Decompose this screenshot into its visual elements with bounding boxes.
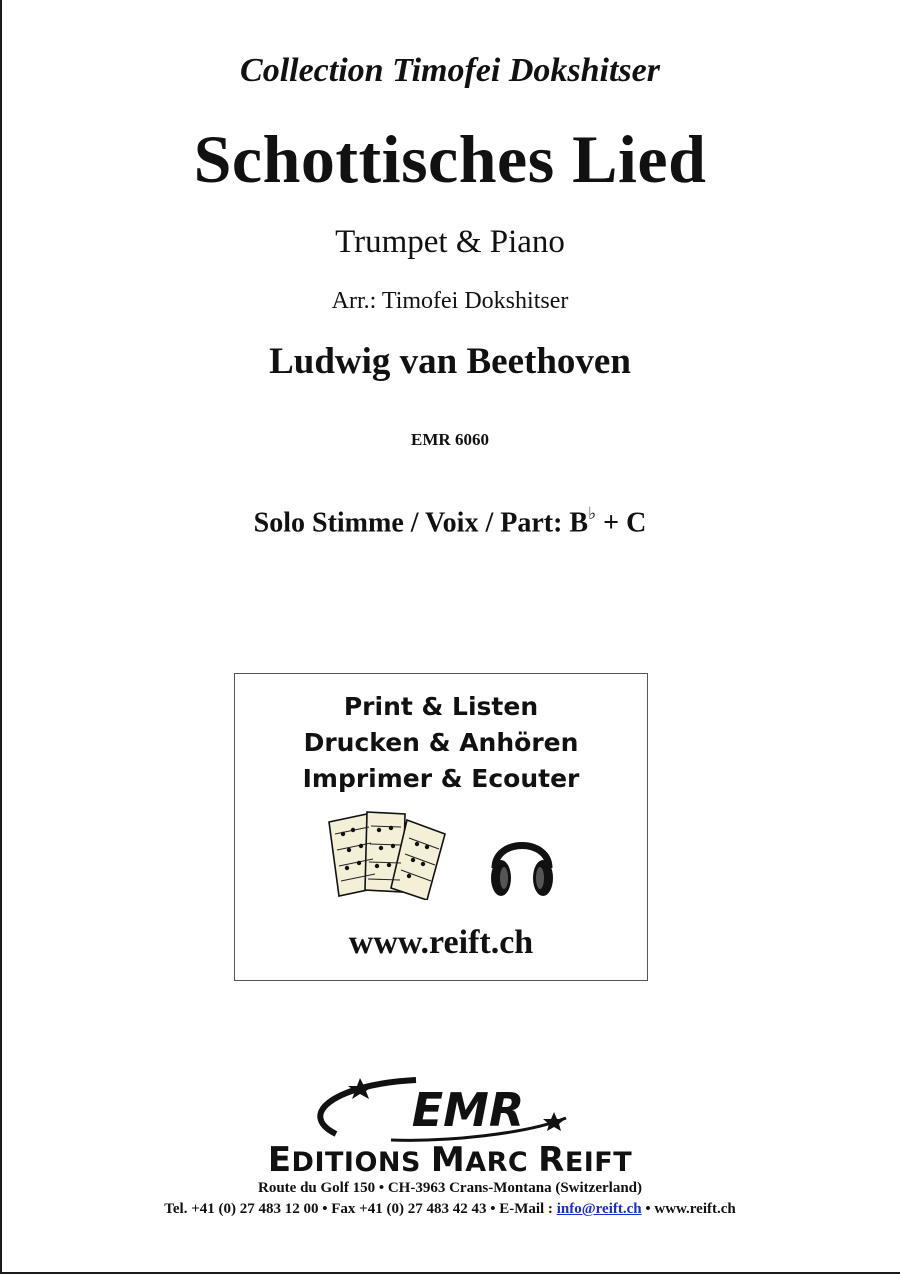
part-suffix: + C (596, 507, 647, 539)
print-listen-box (234, 673, 648, 981)
headphones-icon (487, 824, 557, 902)
publisher-part-ditions: DITIONS (291, 1147, 431, 1178)
contact-phone-fax: Tel. +41 (0) 27 483 12 00 • Fax +41 (0) 27 483 42 43 • E-Mail : (164, 1201, 557, 1217)
email-link[interactable]: info@reift.ch (556, 1201, 642, 1217)
promo-url: www.reift.ch (348, 924, 534, 961)
catalog-number: EMR 6060 (411, 430, 489, 449)
publisher-contact (0, 1201, 900, 1218)
part-prefix: Solo Stimme / Voix / Part: B (253, 507, 589, 539)
publisher-initial-e: E (267, 1140, 292, 1180)
publisher-initial-m: M (430, 1140, 466, 1180)
promo-line-french: Imprimer & Ecouter (302, 764, 580, 793)
publisher-part-eift: EIFT (564, 1147, 633, 1178)
publisher-name (0, 1140, 900, 1180)
emr-logo (296, 1074, 586, 1144)
logo-text: EMR (411, 1083, 525, 1137)
sheet-music-icon (327, 808, 455, 900)
promo-line-english: Print & Listen (343, 692, 539, 721)
instrumentation: Trumpet & Piano (335, 224, 565, 260)
collection-title: Collection Timofei Dokshitser (240, 52, 660, 89)
flat-sign: ♭ (588, 504, 597, 523)
publisher-part-arc: ARC (465, 1147, 539, 1178)
arranger: Arr.: Timofei Dokshitser (331, 288, 569, 314)
contact-website: • www.reift.ch (641, 1201, 736, 1217)
composer: Ludwig van Beethoven (269, 341, 631, 382)
piece-title: Schottisches Lied (193, 121, 707, 197)
publisher-address: Route du Golf 150 • CH-3963 Crans-Montana (Switzerland) (258, 1180, 642, 1196)
publisher-initial-r: R (538, 1140, 565, 1180)
part-designation (0, 506, 900, 539)
promo-line-german: Drucken & Anhören (303, 728, 579, 757)
